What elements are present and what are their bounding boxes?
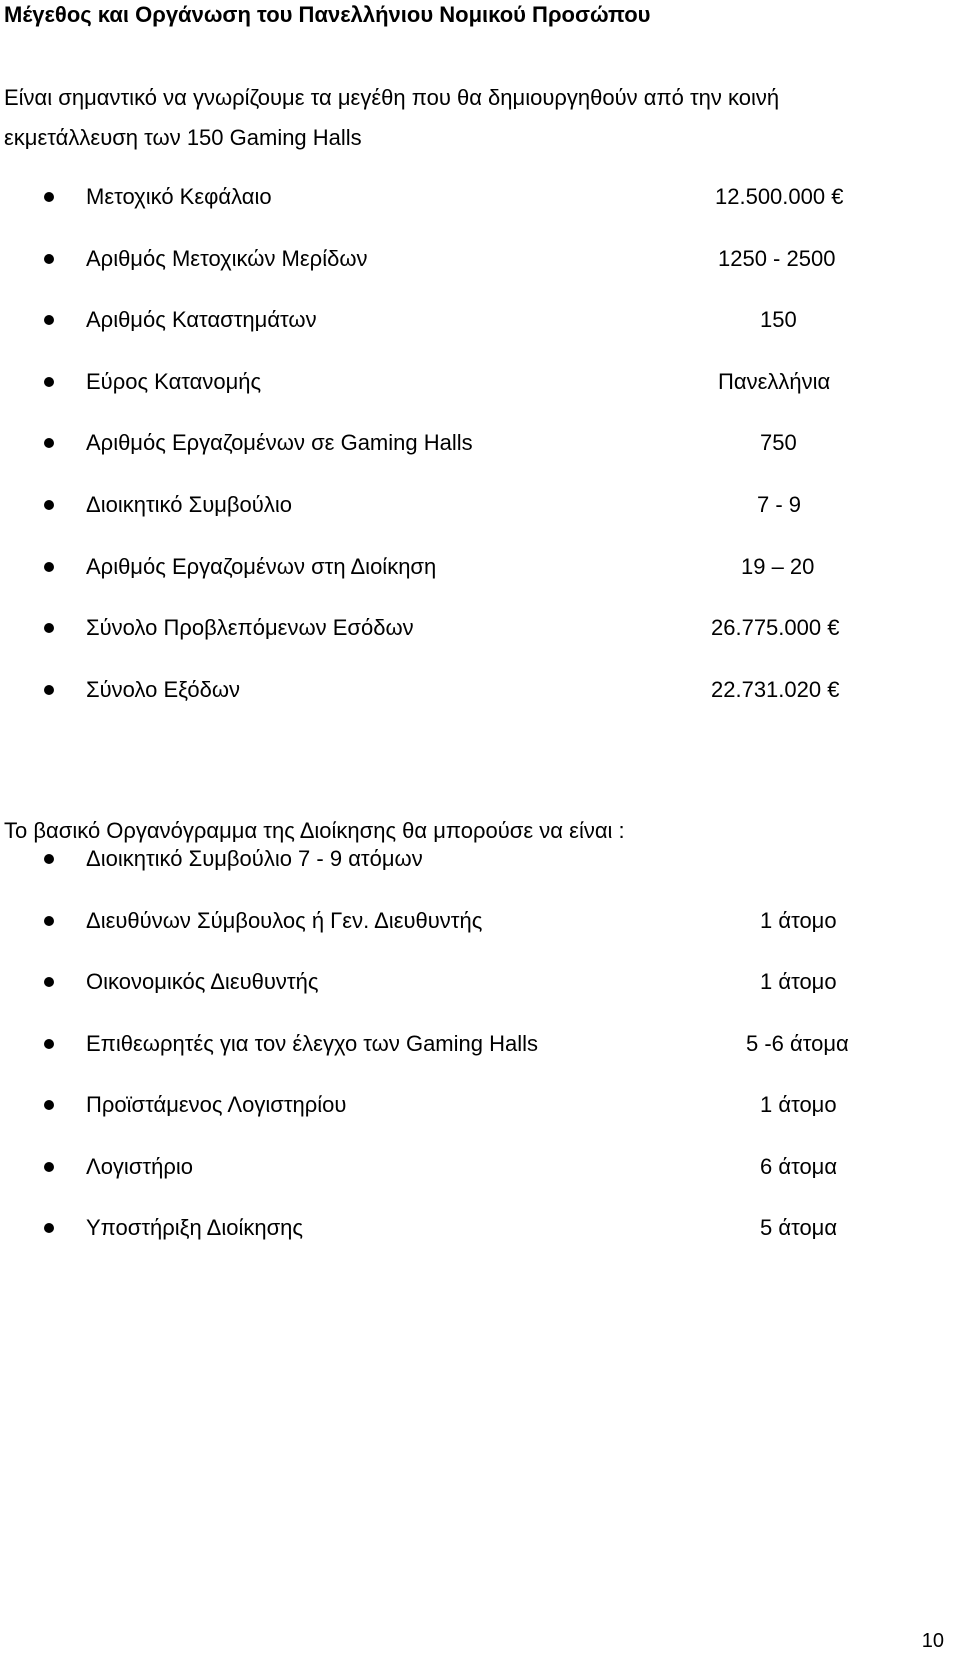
list-item-value: 5 άτομα (760, 1215, 838, 1240)
list-item-value: 12.500.000 € (715, 184, 844, 209)
bullet-icon (44, 438, 54, 448)
list-item (0, 1088, 960, 1122)
list-item-label: Οικονομικός Διευθυντής (86, 969, 319, 994)
list-item (0, 180, 960, 214)
intro-paragraph: Είναι σημαντικό να γνωρίζουμε τα μεγέθη που θα δημιουργηθούν από την κοινή εκμετάλλευση των 150 Gaming Halls (4, 85, 780, 150)
list-item (0, 1150, 960, 1184)
list-item-label: Αριθμός Εργαζομένων σε Gaming Halls (86, 430, 473, 456)
list-item (0, 842, 960, 876)
list-item-value: 150 (760, 307, 797, 333)
list-item-value: Πανελλήνια (718, 368, 831, 394)
list-item-label: Μετοχικό Κεφάλαιο (86, 184, 272, 209)
list-item-label: Διοικητικό Συμβούλιο 7 - 9 ατόμων (86, 846, 423, 871)
list-item (0, 1211, 960, 1245)
list-item (0, 488, 960, 522)
list-item-value: 750 (760, 430, 797, 456)
list-item-label: Λογιστήριο (86, 1153, 193, 1179)
list-item-label: Υποστήριξη Διοίκησης (86, 1215, 304, 1240)
bullet-icon (44, 192, 54, 202)
list-item-label: Διευθύνων Σύμβουλος ή Γεν. Διευθυντής (86, 907, 483, 933)
bullet-icon (44, 254, 54, 264)
list-item (0, 426, 960, 460)
page-number: 10 (921, 1630, 944, 1652)
org-chart-intro: Το βασικό Οργανόγραμμα της Διοίκησης θα μπορούσε να είναι : (4, 818, 625, 843)
list-item-label: Διοικητικό Συμβούλιο (86, 492, 292, 517)
list-item (0, 904, 960, 938)
list-item-value: 5 -6 άτομα (746, 1030, 849, 1056)
list-item-label: Επιθεωρητές για τον έλεγχο των Gaming Halls (86, 1030, 538, 1056)
bullet-icon (44, 916, 54, 926)
bullet-icon (44, 377, 54, 387)
list-item-label: Αριθμός Μετοχικών Μερίδων (86, 245, 368, 271)
bullet-icon (44, 1100, 54, 1110)
list-item-value: 7 - 9 (757, 492, 802, 517)
list-item (0, 550, 960, 584)
bullet-icon (44, 500, 54, 510)
bullet-icon (44, 977, 54, 987)
bullet-icon (44, 315, 54, 325)
list-item-label: Προϊστάμενος Λογιστηρίου (86, 1092, 347, 1117)
list-item (0, 611, 960, 645)
bullet-icon (44, 1162, 54, 1172)
list-item-value: 19 – 20 (741, 553, 815, 579)
list-item (0, 965, 960, 999)
bullet-icon (44, 623, 54, 633)
list-item (0, 673, 960, 707)
bullet-icon (44, 1039, 54, 1049)
list-item-label: Αριθμός Εργαζομένων στη Διοίκηση (86, 553, 437, 579)
list-item-value: 1250 - 2500 (718, 245, 836, 271)
document-title: Μέγεθος και Οργάνωση του Πανελλήνιου Νομικού Προσώπου (4, 2, 651, 27)
list-item (0, 1027, 960, 1061)
list-item (0, 242, 960, 276)
list-item-value: 1 άτομο (760, 907, 837, 933)
bullet-icon (44, 562, 54, 572)
bullet-icon (44, 1223, 54, 1233)
list-item-label: Σύνολο Προβλεπόμενων Εσόδων (86, 615, 414, 641)
list-item-value: 1 άτομο (760, 1092, 837, 1117)
list-item (0, 303, 960, 337)
list-item-value: 22.731.020 € (711, 676, 840, 702)
bullet-icon (44, 854, 54, 864)
list-item-label: Αριθμός Καταστημάτων (86, 307, 317, 333)
list-item-value: 6 άτομα (760, 1153, 838, 1179)
list-item-value: 1 άτομο (760, 969, 837, 994)
list-item-value: 26.775.000 € (711, 615, 840, 641)
list-item (0, 365, 960, 399)
list-item-label: Εύρος Κατανομής (86, 368, 262, 394)
list-item-label: Σύνολο Εξόδων (86, 676, 241, 702)
bullet-icon (44, 685, 54, 695)
